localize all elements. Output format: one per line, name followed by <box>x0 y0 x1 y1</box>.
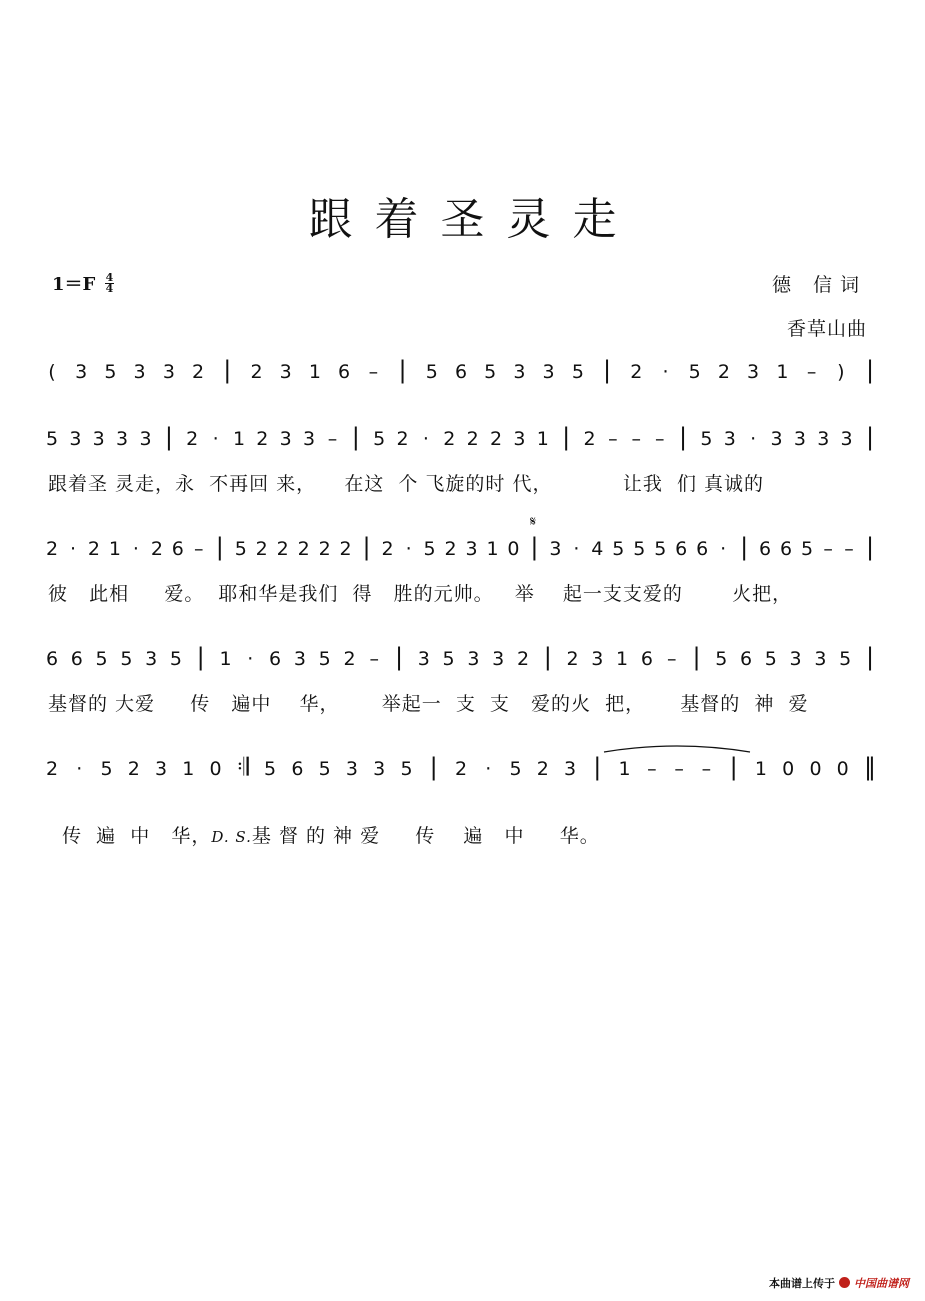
note: 5 <box>45 428 59 450</box>
note: 2 <box>490 428 503 450</box>
barline: | <box>398 356 407 384</box>
note: 3 <box>814 648 827 670</box>
note: 5 <box>264 758 277 780</box>
note: · <box>485 758 492 780</box>
note: 2 <box>566 648 579 670</box>
barline: | <box>394 643 404 671</box>
note: 0 <box>782 758 795 780</box>
note: 0 <box>507 538 520 560</box>
note: 2 <box>87 538 100 560</box>
note: ) <box>837 361 845 383</box>
lyric-line-2: 彼 此相 爱。 耶和华是我们 得 胜的元帅。 举 起一支支爱的 火把， <box>48 583 793 605</box>
barline: | <box>729 753 738 781</box>
note: – <box>608 428 618 450</box>
note: 1 <box>486 538 499 560</box>
note: 2 <box>343 648 356 670</box>
barline: | <box>196 643 205 671</box>
note: 1 <box>219 648 232 670</box>
note: 6 <box>454 361 468 383</box>
note: 5 <box>318 648 331 670</box>
note: 5 <box>839 648 852 670</box>
barline: | <box>223 356 232 384</box>
note: 5 <box>688 361 701 383</box>
site-logo-icon <box>839 1277 850 1288</box>
note: – <box>631 428 642 450</box>
note: 5 <box>373 428 386 450</box>
composer-credit: 香草山曲 <box>786 318 867 340</box>
note: 0 <box>209 758 222 780</box>
note: 5 <box>654 538 667 560</box>
barline: | <box>865 423 875 451</box>
barline: | <box>562 423 571 451</box>
barline: | <box>678 423 688 451</box>
note: 2 <box>127 758 140 780</box>
tie-arc <box>604 746 750 752</box>
note: 1 <box>108 538 121 560</box>
note: 1 <box>618 758 631 780</box>
note: 2 <box>45 758 59 780</box>
note: 2 <box>381 538 394 560</box>
note: 6 <box>675 538 688 560</box>
footer-brand: 中国曲谱网 <box>854 1277 909 1290</box>
note: 3 <box>303 428 316 450</box>
note: 6 <box>759 538 772 560</box>
note: 5 <box>764 648 777 670</box>
footer-credit <box>769 1275 909 1291</box>
barline: | <box>865 533 875 561</box>
note: 3 <box>723 428 736 450</box>
note: 5 <box>442 648 455 670</box>
barline: 𝄇 <box>237 753 249 781</box>
barline: | <box>351 423 360 451</box>
note: 6 <box>740 648 753 670</box>
note: · <box>573 538 580 560</box>
note: 5 <box>100 758 113 780</box>
note: · <box>247 648 254 670</box>
note: 3 <box>817 428 830 450</box>
ds-mark: D. S. <box>211 828 252 846</box>
note: 2 <box>150 538 163 560</box>
note: 3 <box>116 428 129 450</box>
note: 5 <box>400 758 413 780</box>
note: 3 <box>139 428 152 450</box>
note: 3 <box>92 428 105 450</box>
note: 2 <box>186 428 199 450</box>
note: 1 <box>754 758 767 780</box>
segno-mark: 𝄋 <box>530 514 537 530</box>
note: 5 <box>571 361 584 383</box>
lyric-line-4 <box>48 799 600 848</box>
page-title: 跟着圣灵走 <box>308 194 639 245</box>
note: 2 <box>255 538 268 560</box>
note: 2 <box>250 361 263 383</box>
note: 5 <box>425 361 438 383</box>
note: 2 <box>466 428 479 450</box>
note: 5 <box>169 648 182 670</box>
note: 6 <box>640 648 653 670</box>
barline: | <box>429 753 438 781</box>
note: 2 <box>297 538 310 560</box>
note: 3 <box>69 428 82 450</box>
note: 1 <box>308 361 321 383</box>
lyric-line-4-b: 基 督 的 神 爱 传 遍 中 华。 <box>251 825 600 847</box>
note: 2 <box>583 428 596 450</box>
note: 6 <box>696 538 709 560</box>
note: 1 <box>776 361 789 383</box>
note: – <box>368 361 379 383</box>
note: · <box>720 538 727 560</box>
note: 3 <box>145 648 158 670</box>
note: · <box>132 538 139 560</box>
lyric-line-4-a: 传 遍 中 华， <box>62 825 212 847</box>
barline: | <box>164 423 173 451</box>
note: 5 <box>234 538 247 560</box>
note: 2 <box>443 428 456 450</box>
note: 2 <box>444 538 457 560</box>
note: 0 <box>836 758 849 780</box>
barline: ‖ <box>864 753 876 781</box>
note: 6 <box>45 648 59 670</box>
barline: | <box>692 643 701 671</box>
note: 5 <box>423 538 436 560</box>
note: – <box>666 648 677 670</box>
note: – <box>327 428 338 450</box>
note: – <box>674 758 684 780</box>
note: 5 <box>318 758 331 780</box>
note: 2 <box>630 361 643 383</box>
note: 2 <box>256 428 269 450</box>
note: 3 <box>162 361 175 383</box>
note: 2 <box>454 758 468 780</box>
note: · <box>76 758 83 780</box>
note: 3 <box>770 428 783 450</box>
note: 3 <box>542 361 555 383</box>
lyric-line-1: 跟着圣 灵走，永 不再回 来， 在这 个 飞旋的时 代， 让我 们 真诚的 <box>48 473 764 495</box>
barline: | <box>530 533 539 561</box>
note: · <box>750 428 757 450</box>
note: – <box>806 361 817 383</box>
note: 3 <box>133 361 146 383</box>
barline: | <box>865 643 875 671</box>
note: – <box>369 648 379 670</box>
note: 1 <box>182 758 195 780</box>
note: 6 <box>269 648 282 670</box>
note: 3 <box>513 428 526 450</box>
note: 2 <box>45 538 59 560</box>
note: 5 <box>700 428 713 450</box>
note: 3 <box>75 361 88 383</box>
note: 5 <box>120 648 133 670</box>
barline: | <box>543 643 552 671</box>
note: 3 <box>564 758 577 780</box>
note: 6 <box>291 758 304 780</box>
lyric-line-3: 基督的 大爱 传 遍中 华， 举起一 支 支 爱的火 把， 基督的 神 爱 <box>48 693 809 715</box>
note: 3 <box>549 538 562 560</box>
note: · <box>405 538 412 560</box>
key-label: 1＝F <box>52 274 96 295</box>
note: 3 <box>793 428 806 450</box>
time-denominator: 4 <box>105 281 114 295</box>
note: 3 <box>591 648 604 670</box>
note: 3 <box>747 361 760 383</box>
barline: | <box>362 533 371 561</box>
note: 2 <box>396 428 409 450</box>
note: 2 <box>318 538 331 560</box>
note: 6 <box>70 648 83 670</box>
note: 6 <box>780 538 793 560</box>
barline: | <box>865 356 875 384</box>
note: 0 <box>809 758 822 780</box>
note: 2 <box>717 361 730 383</box>
note: 3 <box>279 361 292 383</box>
note: · <box>422 428 429 450</box>
note: – <box>701 758 712 780</box>
barline: | <box>603 356 612 384</box>
note: 5 <box>612 538 625 560</box>
note: · <box>69 538 77 560</box>
note: 3 <box>513 361 526 383</box>
note: 3 <box>789 648 802 670</box>
note: 5 <box>715 648 728 670</box>
note: 5 <box>104 361 117 383</box>
note: 6 <box>338 361 351 383</box>
note: 2 <box>516 648 530 670</box>
note: · <box>212 428 219 450</box>
note: 5 <box>484 361 497 383</box>
time-numerator: 4 <box>105 270 114 284</box>
barline: | <box>215 533 224 561</box>
note: 5 <box>95 648 108 670</box>
note: 1 <box>232 428 246 450</box>
note: 2 <box>276 538 289 560</box>
note: 3 <box>373 758 386 780</box>
note: 3 <box>465 538 478 560</box>
note: 3 <box>155 758 168 780</box>
note: 5 <box>633 538 646 560</box>
note: 3 <box>840 428 853 450</box>
note: 1 <box>616 648 629 670</box>
note: – <box>844 538 854 560</box>
note: 4 <box>591 538 604 560</box>
note: 3 <box>492 648 505 670</box>
note: 2 <box>536 758 549 780</box>
note: – <box>823 538 833 560</box>
note: 1 <box>536 428 549 450</box>
footer-text: 本曲谱上传于 <box>769 1277 835 1290</box>
note: 3 <box>467 648 480 670</box>
barline: | <box>740 533 749 561</box>
lyricist-credit: 德 信词 <box>771 274 867 296</box>
note: 3 <box>417 648 430 670</box>
note: ( <box>48 361 56 383</box>
note: 2 <box>339 538 352 560</box>
note: 5 <box>801 538 814 560</box>
note: – <box>647 758 657 780</box>
note: – <box>194 538 204 560</box>
note: 2 <box>192 361 205 383</box>
note: 3 <box>345 758 358 780</box>
barline: | <box>593 753 602 781</box>
note: · <box>662 361 669 383</box>
note: – <box>654 428 665 450</box>
note: 3 <box>293 648 306 670</box>
note: 3 <box>279 428 292 450</box>
note: 5 <box>509 758 522 780</box>
score-notes-layer <box>46 356 876 781</box>
note: 6 <box>171 538 184 560</box>
